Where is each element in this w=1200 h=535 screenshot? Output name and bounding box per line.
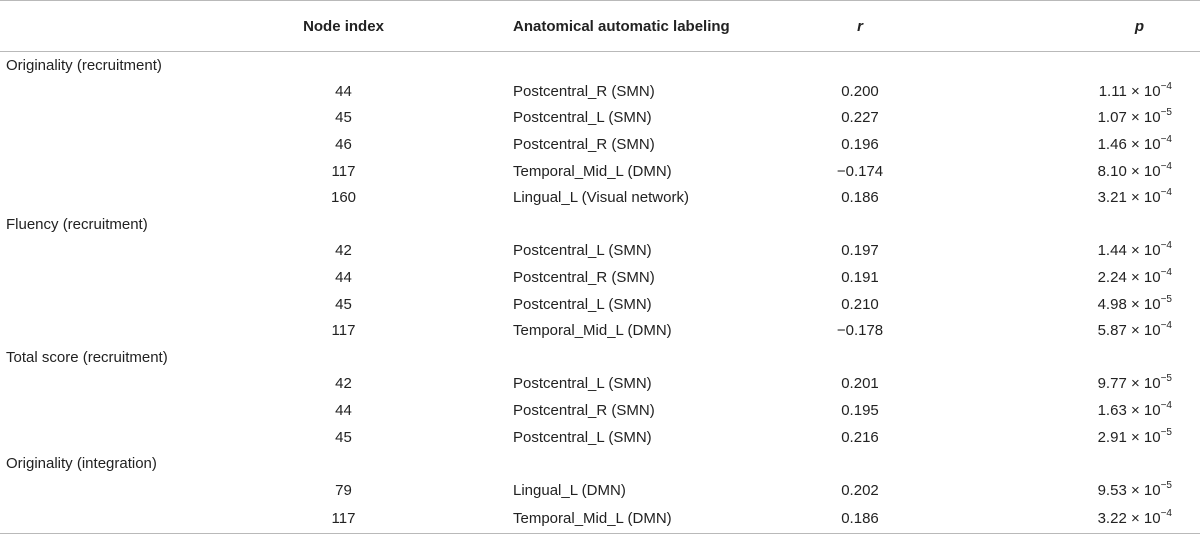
header-group bbox=[0, 1, 240, 52]
p-mantissa: 8.10 bbox=[1097, 162, 1127, 180]
p-exponent: −4 bbox=[1160, 134, 1172, 146]
p-base: 10 bbox=[1143, 269, 1161, 287]
aal-cell: Temporal_Mid_L (DMN) bbox=[513, 322, 672, 340]
table-row bbox=[0, 424, 1200, 451]
aal-cell: Postcentral_L (SMN) bbox=[513, 375, 652, 393]
p-cell bbox=[980, 371, 1200, 398]
p-exponent: −5 bbox=[1160, 107, 1172, 119]
r-cell: 0.197 bbox=[841, 242, 879, 260]
p-cell bbox=[980, 504, 1200, 534]
table-row bbox=[0, 397, 1200, 424]
r-cell: 0.210 bbox=[841, 295, 879, 313]
r-cell: 0.191 bbox=[841, 269, 879, 287]
table-row bbox=[0, 184, 1200, 211]
node-index-cell: 117 bbox=[240, 504, 447, 534]
empty-cell bbox=[0, 131, 240, 158]
table-row bbox=[0, 317, 1200, 344]
node-index-cell: 46 bbox=[335, 136, 352, 154]
p-exponent: −4 bbox=[1160, 80, 1172, 92]
p-mantissa: 3.22 bbox=[1097, 509, 1127, 527]
empty-cell bbox=[0, 238, 240, 265]
empty-cell bbox=[0, 184, 240, 211]
empty-cell bbox=[0, 477, 240, 504]
p-cell bbox=[980, 105, 1200, 132]
p-exponent: −5 bbox=[1160, 373, 1172, 385]
empty-cell bbox=[0, 504, 240, 534]
group-label: Originality (integration) bbox=[6, 455, 157, 473]
p-mantissa: 9.53 bbox=[1097, 481, 1127, 499]
table-row bbox=[0, 158, 1200, 185]
table-row bbox=[0, 291, 1200, 318]
p-mantissa: 5.87 bbox=[1097, 322, 1127, 340]
p-base: 10 bbox=[1143, 109, 1161, 127]
r-cell: 0.202 bbox=[841, 481, 879, 499]
p-mantissa: 1.44 bbox=[1097, 242, 1127, 260]
table-row bbox=[0, 238, 1200, 265]
times-symbol: × bbox=[1130, 136, 1140, 154]
p-mantissa: 2.24 bbox=[1097, 269, 1127, 287]
times-symbol: × bbox=[1130, 481, 1140, 499]
p-base: 10 bbox=[1143, 322, 1161, 340]
group-label: Originality (recruitment) bbox=[6, 56, 162, 74]
group-row bbox=[0, 450, 1200, 477]
header-row bbox=[0, 1, 1200, 52]
aal-cell: Lingual_L (Visual network) bbox=[513, 189, 689, 207]
p-cell bbox=[980, 291, 1200, 318]
p-exponent: −4 bbox=[1160, 187, 1172, 199]
node-index-cell: 44 bbox=[335, 402, 352, 420]
times-symbol: × bbox=[1130, 269, 1140, 287]
header-node-index: Node index bbox=[240, 1, 447, 52]
p-mantissa: 2.91 bbox=[1097, 428, 1127, 446]
p-mantissa: 1.07 bbox=[1097, 109, 1127, 127]
times-symbol: × bbox=[1130, 189, 1140, 207]
p-base: 10 bbox=[1143, 189, 1161, 207]
times-symbol: × bbox=[1130, 322, 1140, 340]
times-symbol: × bbox=[1130, 402, 1140, 420]
p-exponent: −5 bbox=[1160, 426, 1172, 438]
p-base: 10 bbox=[1143, 162, 1161, 180]
aal-cell: Temporal_Mid_L (DMN) bbox=[447, 504, 740, 534]
r-cell: 0.186 bbox=[740, 504, 980, 534]
node-index-cell: 160 bbox=[330, 189, 357, 207]
node-index-cell: 45 bbox=[335, 109, 352, 127]
p-mantissa: 1.63 bbox=[1097, 402, 1127, 420]
p-cell bbox=[980, 477, 1200, 504]
p-mantissa: 9.77 bbox=[1097, 375, 1127, 393]
aal-cell: Postcentral_L (SMN) bbox=[513, 242, 652, 260]
table-header bbox=[0, 1, 1200, 52]
table-row bbox=[0, 78, 1200, 105]
times-symbol: × bbox=[1130, 509, 1140, 527]
p-base: 10 bbox=[1143, 375, 1161, 393]
node-index-cell: 79 bbox=[335, 481, 352, 499]
header-r: r bbox=[740, 1, 980, 52]
node-index-cell: 42 bbox=[335, 242, 352, 260]
r-cell: −0.178 bbox=[836, 322, 884, 340]
node-index-cell: 44 bbox=[335, 82, 352, 100]
r-cell: 0.195 bbox=[841, 402, 879, 420]
r-cell: −0.174 bbox=[836, 162, 884, 180]
table-row bbox=[0, 264, 1200, 291]
times-symbol: × bbox=[1130, 375, 1140, 393]
empty-cell bbox=[0, 264, 240, 291]
r-cell: 0.216 bbox=[841, 428, 879, 446]
aal-cell: Postcentral_R (SMN) bbox=[513, 269, 655, 287]
p-base: 10 bbox=[1143, 481, 1161, 499]
header-aal: Anatomical automatic labeling bbox=[447, 1, 740, 52]
r-cell: 0.201 bbox=[841, 375, 879, 393]
aal-cell: Postcentral_R (SMN) bbox=[513, 82, 655, 100]
header-p: p bbox=[980, 1, 1200, 52]
p-cell bbox=[980, 424, 1200, 451]
r-cell: 0.227 bbox=[841, 109, 879, 127]
table-body bbox=[0, 52, 1200, 534]
p-cell bbox=[980, 397, 1200, 424]
table-row bbox=[0, 504, 1200, 534]
table-row bbox=[0, 477, 1200, 504]
p-exponent: −4 bbox=[1160, 320, 1172, 332]
p-exponent: −5 bbox=[1160, 479, 1172, 491]
p-mantissa: 1.11 bbox=[1098, 82, 1127, 100]
r-cell: 0.196 bbox=[841, 136, 879, 154]
group-label: Total score (recruitment) bbox=[6, 348, 168, 366]
p-base: 10 bbox=[1143, 295, 1161, 313]
p-cell bbox=[980, 264, 1200, 291]
times-symbol: × bbox=[1130, 242, 1140, 260]
times-symbol: × bbox=[1130, 295, 1140, 313]
p-mantissa: 1.46 bbox=[1097, 136, 1127, 154]
r-cell: 0.186 bbox=[841, 189, 879, 207]
p-exponent: −4 bbox=[1160, 267, 1172, 279]
empty-cell bbox=[0, 158, 240, 185]
times-symbol: × bbox=[1130, 428, 1140, 446]
p-cell bbox=[980, 131, 1200, 158]
empty-cell bbox=[0, 291, 240, 318]
p-cell bbox=[980, 317, 1200, 344]
group-row bbox=[0, 211, 1200, 238]
p-base: 10 bbox=[1143, 428, 1161, 446]
aal-cell: Lingual_L (DMN) bbox=[513, 481, 626, 499]
p-exponent: −5 bbox=[1160, 293, 1172, 305]
empty-cell bbox=[0, 371, 240, 398]
node-index-cell: 45 bbox=[335, 295, 352, 313]
table-row bbox=[0, 131, 1200, 158]
node-index-cell: 117 bbox=[331, 322, 356, 340]
p-cell bbox=[980, 158, 1200, 185]
p-base: 10 bbox=[1143, 82, 1161, 100]
empty-cell bbox=[0, 397, 240, 424]
empty-cell bbox=[0, 424, 240, 451]
r-cell: 0.200 bbox=[841, 82, 879, 100]
aal-cell: Temporal_Mid_L (DMN) bbox=[513, 162, 672, 180]
p-exponent: −4 bbox=[1160, 160, 1172, 172]
aal-cell: Postcentral_L (SMN) bbox=[513, 295, 652, 313]
p-base: 10 bbox=[1143, 402, 1161, 420]
table-row bbox=[0, 105, 1200, 132]
p-cell bbox=[980, 238, 1200, 265]
aal-cell: Postcentral_L (SMN) bbox=[513, 428, 652, 446]
p-base: 10 bbox=[1143, 242, 1161, 260]
p-mantissa: 3.21 bbox=[1097, 189, 1127, 207]
p-cell bbox=[980, 184, 1200, 211]
p-exponent: −4 bbox=[1160, 240, 1172, 252]
aal-cell: Postcentral_R (SMN) bbox=[513, 136, 655, 154]
empty-cell bbox=[0, 317, 240, 344]
group-row bbox=[0, 52, 1200, 79]
p-base: 10 bbox=[1143, 509, 1161, 527]
node-index-cell: 44 bbox=[335, 269, 352, 287]
node-index-cell: 45 bbox=[335, 428, 352, 446]
empty-cell bbox=[0, 78, 240, 105]
p-cell bbox=[980, 78, 1200, 105]
node-index-cell: 42 bbox=[335, 375, 352, 393]
group-row bbox=[0, 344, 1200, 371]
p-base: 10 bbox=[1143, 136, 1161, 154]
p-exponent: −4 bbox=[1160, 507, 1172, 519]
times-symbol: × bbox=[1130, 162, 1140, 180]
aal-cell: Postcentral_L (SMN) bbox=[513, 109, 652, 127]
times-symbol: × bbox=[1130, 82, 1140, 100]
group-label: Fluency (recruitment) bbox=[6, 215, 148, 233]
aal-cell: Postcentral_R (SMN) bbox=[513, 402, 655, 420]
times-symbol: × bbox=[1130, 109, 1140, 127]
empty-cell bbox=[0, 105, 240, 132]
table-row bbox=[0, 371, 1200, 398]
p-mantissa: 4.98 bbox=[1097, 295, 1127, 313]
p-exponent: −4 bbox=[1160, 400, 1172, 412]
node-index-cell: 117 bbox=[331, 162, 356, 180]
